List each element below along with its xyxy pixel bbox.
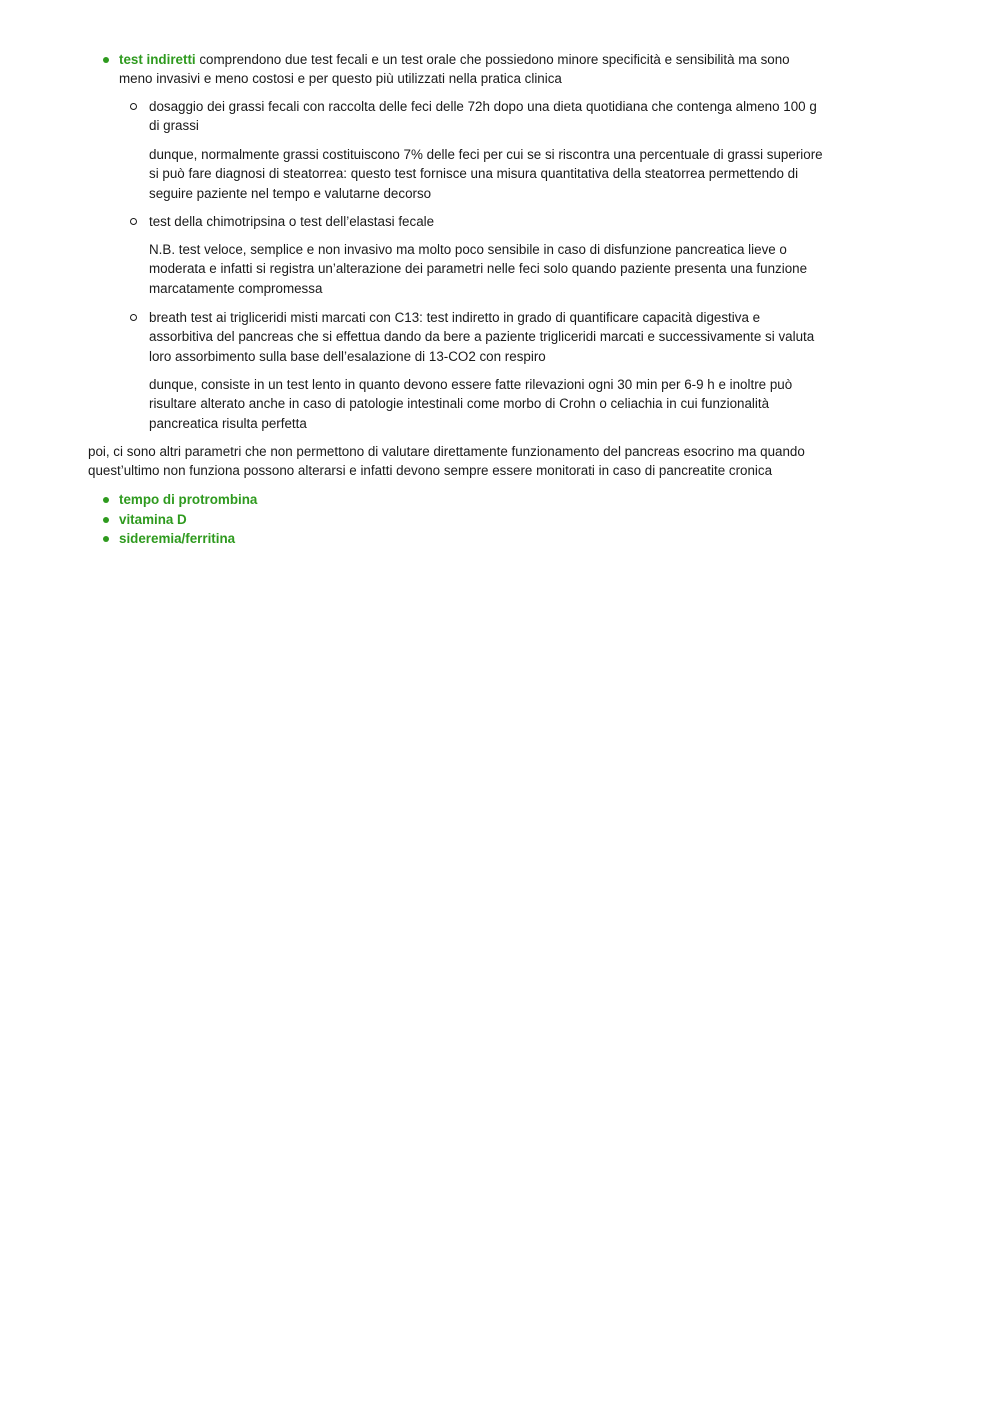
sublist-item-breath-test (149, 308, 879, 366)
sublist-item-line: assorbitiva del pancreas che si effettua dando da bere a paziente trigliceridi marcati e successivamente si valuta (149, 329, 815, 345)
term-test-indiretti: test indiretti (119, 52, 196, 67)
list-item-line: meno invasivi e meno costosi e per questo più utilizzati nella pratica clinica (119, 71, 562, 87)
bullet-dot-icon (103, 497, 109, 503)
sublist-item-line: di grassi (149, 118, 199, 134)
note-line: si può fare diagnosi di steatorrea: questo test fornisce una misura quantitativa della steatorrea permettendo di (149, 166, 799, 182)
sublist-item-grassi-fecali (149, 97, 879, 136)
list-item-param (119, 490, 879, 509)
param-vitamina-d: vitamina D (119, 512, 187, 527)
note-line: dunque, consiste in un test lento in quanto devono essere fatte rilevazioni ogni 30 min per 6-9 h e inoltre può (149, 377, 793, 392)
param-sideremia-ferritina: sideremia/ferritina (119, 531, 236, 546)
note-line: risultare alterato anche in caso di patologie intestinali come morbo di Crohn o celiachia in cui funzionalità (149, 396, 770, 412)
paragraph-line: quest’ultimo non funziona possono alterarsi e infatti devono sempre essere monitorati in caso di pancreatite cronica (88, 463, 773, 479)
list-item-line: test indiretti comprendono due test fecali e un test orale che possiedono minore specificità e sensibilità ma sono (119, 52, 790, 67)
note-line: pancreatica risulta perfetta (149, 415, 307, 431)
note-line: seguire paziente nel tempo e valutarne decorso (149, 185, 432, 201)
sublist-item-line: loro assorbimento sulla base dell’esalazione di 13-CO2 con respiro (149, 348, 546, 364)
sublist-item-line: breath test ai trigliceridi misti marcati con C13: test indiretto in grado di quantificare capacità digestiva e (149, 310, 761, 325)
paragraph-altri-parametri (88, 442, 888, 481)
list-item-test-indiretti (119, 50, 879, 89)
list-item-param (119, 529, 879, 548)
note-chimotripsina (149, 240, 879, 298)
bullet-dot-icon (103, 57, 109, 63)
bullet-circle-icon (130, 218, 137, 225)
note-breath-test (149, 375, 879, 433)
bullet-circle-icon (130, 314, 137, 321)
bullet-dot-icon (103, 517, 109, 523)
paragraph-line: poi, ci sono altri parametri che non permettono di valutare direttamente funzionamento del pancreas esocrino ma quando (88, 444, 805, 459)
note-line: marcatamente compromessa (149, 280, 323, 296)
note-grassi-fecali (149, 145, 879, 203)
note-line: N.B. test veloce, semplice e non invasivo ma molto poco sensibile in caso di disfunzione pancreatica lieve o (149, 242, 787, 257)
bullet-dot-icon (103, 536, 109, 542)
note-line: dunque, normalmente grassi costituiscono 7% delle feci per cui se si riscontra una percentuale di grassi superiore (149, 147, 823, 162)
note-line: moderata e infatti si registra un’alterazione dei parametri nelle feci solo quando paziente presenta una funzione (149, 261, 808, 277)
bullet-circle-icon (130, 103, 137, 110)
param-protrombina: tempo di protrombina (119, 492, 258, 507)
sublist-item-line: test della chimotripsina o test dell’elastasi fecale (149, 214, 435, 229)
list-item-param (119, 510, 879, 529)
sublist-item-chimotripsina (149, 212, 879, 231)
sublist-item-line: dosaggio dei grassi fecali con raccolta delle feci delle 72h dopo una dieta quotidiana che contenga almeno 100 g (149, 99, 817, 114)
